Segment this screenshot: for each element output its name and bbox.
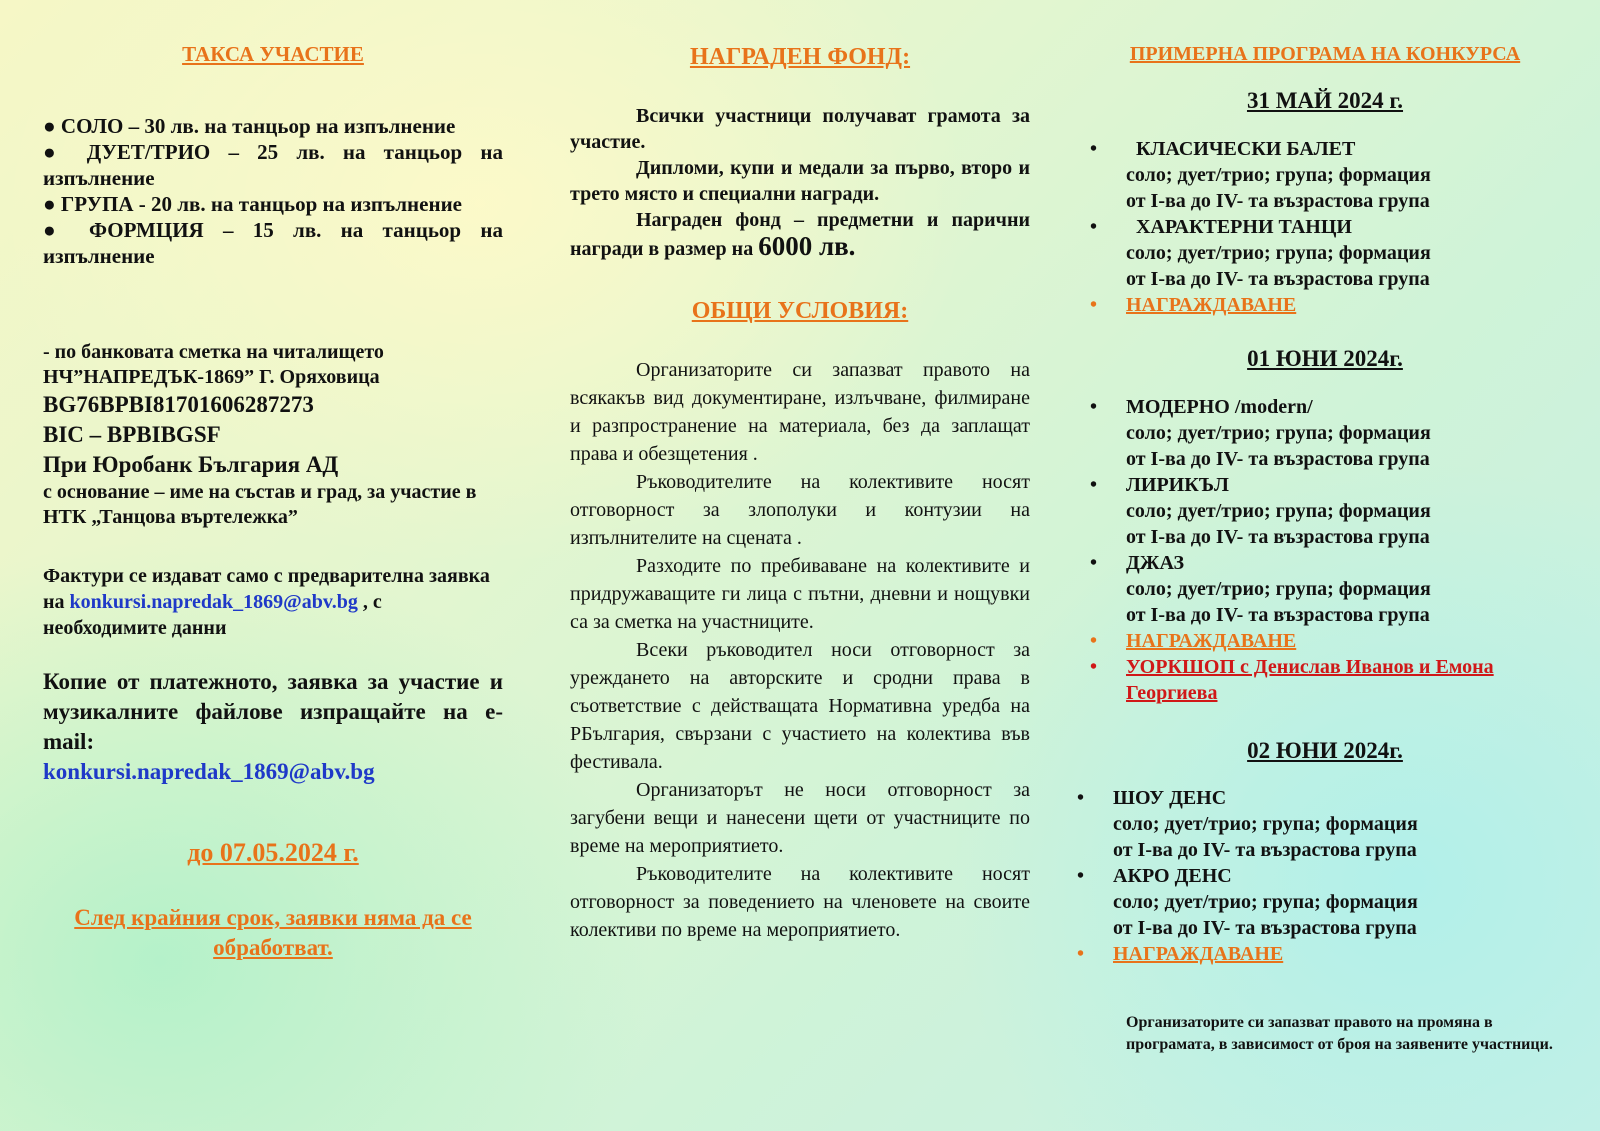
prize-paragraph-3 (570, 207, 1030, 262)
bullet-icon: • (1090, 474, 1098, 496)
bank-holder: НЧ”НАПРЕДЪК-1869” Г. Оряховица (43, 366, 380, 388)
award-label: НАГРАЖДАВАНЕ (1126, 630, 1297, 652)
prize-text (570, 103, 1030, 262)
submission-text: Копие от платежното, заявка за участие и музикалните файлове изпращайте на e-mail: (43, 669, 503, 754)
day3-date: 02 ЮНИ 2024г. (1247, 738, 1403, 763)
day2-list (1090, 394, 1560, 706)
conditions-text (570, 356, 1030, 944)
list-item (1090, 214, 1560, 292)
category-line: соло; дует/трио; група; формация (1113, 813, 1418, 835)
bullet-icon: • (1090, 552, 1098, 574)
prize-fund-text: Награден фонд – предметни и парични награди в размер на (570, 209, 1030, 260)
list-item (1077, 941, 1547, 967)
category-name: ЛИРИКЪЛ (1126, 474, 1229, 496)
list-item (1090, 292, 1560, 318)
fee-solo: ● СОЛО – 30 лв. на танцьор на изпълнение (43, 114, 456, 138)
prize-paragraph-2: Дипломи, купи и медали за първо, второ и трето място и специални награди. (570, 157, 1030, 205)
invoice-tail: , с необходимите данни (43, 591, 382, 639)
list-item (1090, 628, 1560, 654)
category-name: КЛАСИЧЕСКИ БАЛЕТ (1136, 138, 1356, 160)
award-label: НАГРАЖДАВАНЕ (1113, 943, 1284, 965)
submission-email-link[interactable]: konkursi.napredak_1869@abv.bg (43, 759, 375, 784)
list-item (1090, 394, 1560, 472)
day1-date: 31 МАЙ 2024 г. (1246, 88, 1404, 113)
category-name: ДЖАЗ (1126, 552, 1185, 574)
fee-title: ТАКСА УЧАСТИЕ (182, 42, 364, 66)
condition-paragraph: Разходите по пребиваване на колективите и придружаващите ги лица с пътни, дневни и нощувки са за сметка на участниците. (570, 555, 1030, 633)
day3-list (1077, 785, 1547, 967)
category-line: от I-ва до IV- та възрастова група (1113, 917, 1417, 939)
bank-intro: - по банковата сметка на читалището (43, 341, 384, 363)
category-name: ХАРАКТЕРНИ ТАНЦИ (1136, 216, 1352, 238)
bullet-icon: • (1090, 630, 1098, 652)
category-line: соло; дует/трио; група; формация (1126, 164, 1431, 186)
category-line: от I-ва до IV- та възрастова група (1113, 839, 1417, 861)
category-line: соло; дует/трио; група; формация (1126, 422, 1431, 444)
category-name: МОДЕРНО /modern/ (1126, 396, 1313, 418)
bank-bic: BIC – BPBIBGSF (43, 422, 221, 447)
category-name: ШОУ ДЕНС (1113, 787, 1227, 809)
bullet-icon: • (1077, 943, 1085, 965)
day2-date: 01 ЮНИ 2024г. (1247, 346, 1403, 371)
category-line: соло; дует/трио; група; формация (1126, 578, 1431, 600)
fee-duet-trio: ● ДУЕТ/ТРИО – 25 лв. на танцьор на изпълнение (43, 140, 503, 190)
bullet-icon: • (1090, 138, 1098, 160)
category-line: от I-ва до IV- та възрастова група (1126, 190, 1430, 212)
bullet-icon: • (1077, 787, 1085, 809)
workshop-label: УОРКШОП с Денислав Иванов и Емона Георгиева (1126, 656, 1494, 704)
category-line: соло; дует/трио; група; формация (1126, 500, 1431, 522)
bank-name: При Юробанк България АД (43, 452, 339, 477)
category-line: соло; дует/трио; група; формация (1126, 242, 1431, 264)
condition-paragraph: Всеки ръководител носи отговорност за уреждането на авторските и сродни права в съответствие с действащата Нормативна уредба на РБългария, свързани с участието на колектива във фестивала. (570, 639, 1030, 773)
list-item (1090, 654, 1560, 706)
condition-paragraph: Ръководителите на колективите носят отговорност за поведението на членовете на своите колективи по време на мероприятието. (570, 863, 1030, 941)
category-line: от I-ва до IV- та възрастова група (1126, 604, 1430, 626)
day1-list (1090, 136, 1560, 318)
program-title: ПРИМЕРНА ПРОГРАМА НА КОНКУРСА (1129, 43, 1521, 65)
condition-paragraph: Организаторите си запазват правото на всякакъв вид документиране, излъчване, филмиране и разпространение на материала, без да заплащат права и обезщетения . (570, 359, 1030, 465)
deadline-note: След крайния срок, заявки няма да се обработват. (74, 905, 472, 960)
list-item (1090, 136, 1560, 214)
prize-amount: 6000 лв. (758, 231, 856, 261)
category-line: от I-ва до IV- та възрастова група (1126, 268, 1430, 290)
award-label: НАГРАЖДАВАНЕ (1126, 294, 1297, 316)
category-name: АКРО ДЕНС (1113, 865, 1232, 887)
list-item (1077, 863, 1547, 941)
list-item (1077, 785, 1547, 863)
prize-paragraph-1: Всички участници получават грамота за участие. (570, 105, 1030, 153)
conditions-title: ОБЩИ УСЛОВИЯ: (691, 298, 909, 324)
payment-basis: с основание – име на състав и град, за участие в НТК „Танцова въртележка” (43, 481, 477, 528)
category-line: от I-ва до IV- та възрастова група (1126, 448, 1430, 470)
bank-details (43, 340, 503, 530)
prize-title: НАГРАДЕН ФОНД: (689, 44, 911, 70)
invoice-note (43, 563, 503, 641)
condition-paragraph: Организаторът не носи отговорност за загубени вещи и нанесени щети от участниците по време на мероприятието. (570, 779, 1030, 857)
list-item (1090, 550, 1560, 628)
bullet-icon: • (1077, 865, 1085, 887)
invoice-email-link[interactable]: konkursi.napredak_1869@abv.bg (69, 591, 358, 613)
program-footnote: Организаторите си запазват правото на промяна в програмата, в зависимост от броя на заявените участници. (1126, 1014, 1553, 1053)
list-item (1090, 472, 1560, 550)
category-line: соло; дует/трио; група; формация (1113, 891, 1418, 913)
invoice-text: Фактури се издават само с предварителна заявка на (43, 565, 490, 613)
deadline: до 07.05.2024 г. (187, 838, 359, 867)
condition-paragraph: Ръководителите на колективите носят отговорност за злополуки и контузии на изпълнителите на сцената . (570, 471, 1030, 549)
fee-list (43, 113, 503, 269)
fee-formation: ● ФОРМЦИЯ – 15 лв. на танцьор на изпълнение (43, 218, 503, 268)
fee-group: ● ГРУПА - 20 лв. на танцьор на изпълнение (43, 192, 462, 216)
bullet-icon: • (1090, 294, 1098, 316)
bullet-icon: • (1090, 656, 1098, 678)
bullet-icon: • (1090, 396, 1098, 418)
bank-iban: BG76BPBI81701606287273 (43, 392, 314, 417)
bullet-icon: • (1090, 216, 1098, 238)
category-line: от I-ва до IV- та възрастова група (1126, 526, 1430, 548)
submission-note (43, 667, 503, 787)
